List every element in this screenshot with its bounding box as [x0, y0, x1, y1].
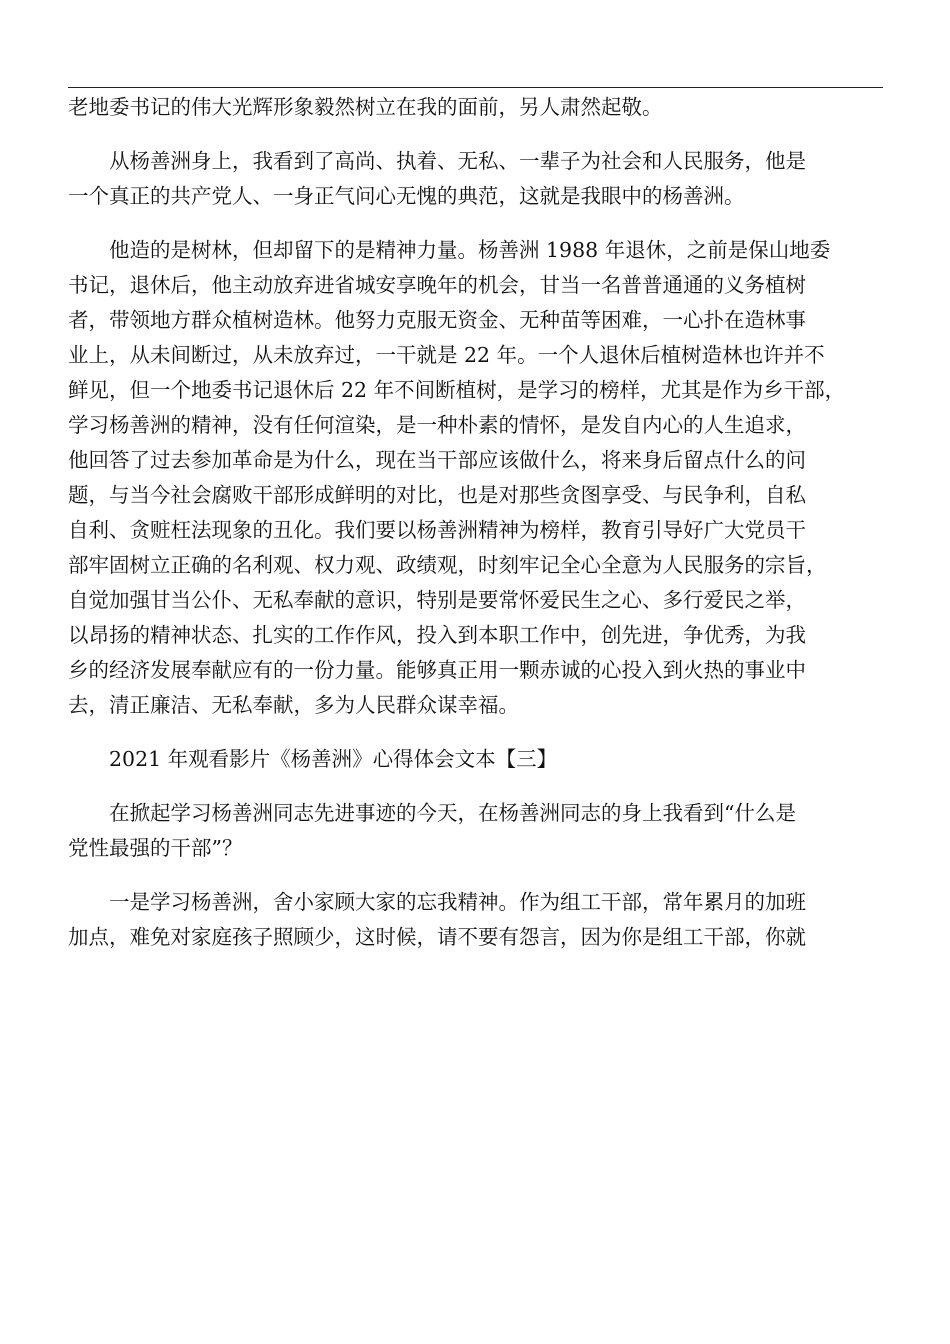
document-body — [68, 90, 883, 955]
text-line: 从杨善洲身上，我看到了高尚、执着、无私、一辈子为社会和人民服务，他是 — [109, 149, 806, 173]
text-line: 加点，难免对家庭孩子照顾少，这时候，请不要有怨言，因为你是组工干部，你就 — [68, 925, 806, 949]
paragraph-gap — [68, 214, 883, 233]
text-line: 他造的是树林，但却留下的是精神力量。杨善洲 1988 年退休，之前是保山地委 — [109, 238, 831, 262]
text-line: 书记，退休后，他主动放弃进省城安享晚年的机会，甘当一名普普通通的义务植树 — [68, 273, 806, 297]
paragraph-gap — [68, 723, 883, 742]
text-line: 部牢固树立正确的名利观、权力观、政绩观，时刻牢记全心全意为人民服务的宗旨， — [68, 553, 827, 577]
text-line: 他回答了过去参加革命是为什么，现在当干部应该做什么，将来身后留点什么的问 — [68, 448, 806, 472]
paragraph — [68, 233, 883, 723]
text-line: 以昂扬的精神状态、扎实的工作作风，投入到本职工作中，创先进，争优秀，为我 — [68, 623, 806, 647]
text-line: 业上，从未间断过，从未放弃过，一干就是 22 年。一个人退休后植树造林也许并不 — [68, 343, 825, 367]
text-line: 自利、贪赃枉法现象的丑化。我们要以杨善洲精神为榜样，教育引导好广大党员干 — [68, 518, 806, 542]
text-line: 者，带领地方群众植树造林。他努力克服无资金、无种苗等困难，一心扑在造林事 — [68, 308, 806, 332]
header-rule — [68, 87, 883, 88]
paragraph-gap — [68, 125, 883, 144]
paragraph — [68, 885, 883, 955]
paragraph — [68, 796, 883, 866]
text-line: 2021 年观看影片《杨善洲》心得体会文本【三】 — [109, 747, 558, 771]
text-line: 去，清正廉洁、无私奉献，多为人民群众谋幸福。 — [68, 693, 519, 717]
text-line: 一个真正的共产党人、一身正气问心无愧的典范，这就是我眼中的杨善洲。 — [68, 184, 745, 208]
paragraph-gap — [68, 866, 883, 885]
text-line: 一是学习杨善洲，舍小家顾大家的忘我精神。作为组工干部，常年累月的加班 — [109, 890, 806, 914]
paragraph — [68, 90, 883, 125]
paragraph-gap — [68, 777, 883, 796]
text-line: 在掀起学习杨善洲同志先进事迹的今天，在杨善洲同志的身上我看到“什么是 — [109, 801, 796, 825]
text-line: 自觉加强甘当公仆、无私奉献的意识，特别是要常怀爱民生之心、多行爱民之举， — [68, 588, 806, 612]
paragraph — [68, 144, 883, 214]
text-line: 党性最强的干部”？ — [68, 836, 243, 860]
text-line: 老地委书记的伟大光辉形象毅然树立在我的面前，另人肃然起敬。 — [68, 95, 663, 119]
text-line: 乡的经济发展奉献应有的一份力量。能够真正用一颗赤诚的心投入到火热的事业中 — [68, 658, 806, 682]
document-page — [68, 0, 883, 1344]
text-line: 鲜见，但一个地委书记退休后 22 年不间断植树，是学习的榜样，尤其是作为乡干部， — [68, 378, 846, 402]
text-line: 学习杨善洲的精神，没有任何渲染，是一种朴素的情怀，是发自内心的人生追求， — [68, 413, 806, 437]
text-line: 题，与当今社会腐败干部形成鲜明的对比，也是对那些贪图享受、与民争利，自私 — [68, 483, 806, 507]
section-heading — [68, 742, 883, 777]
